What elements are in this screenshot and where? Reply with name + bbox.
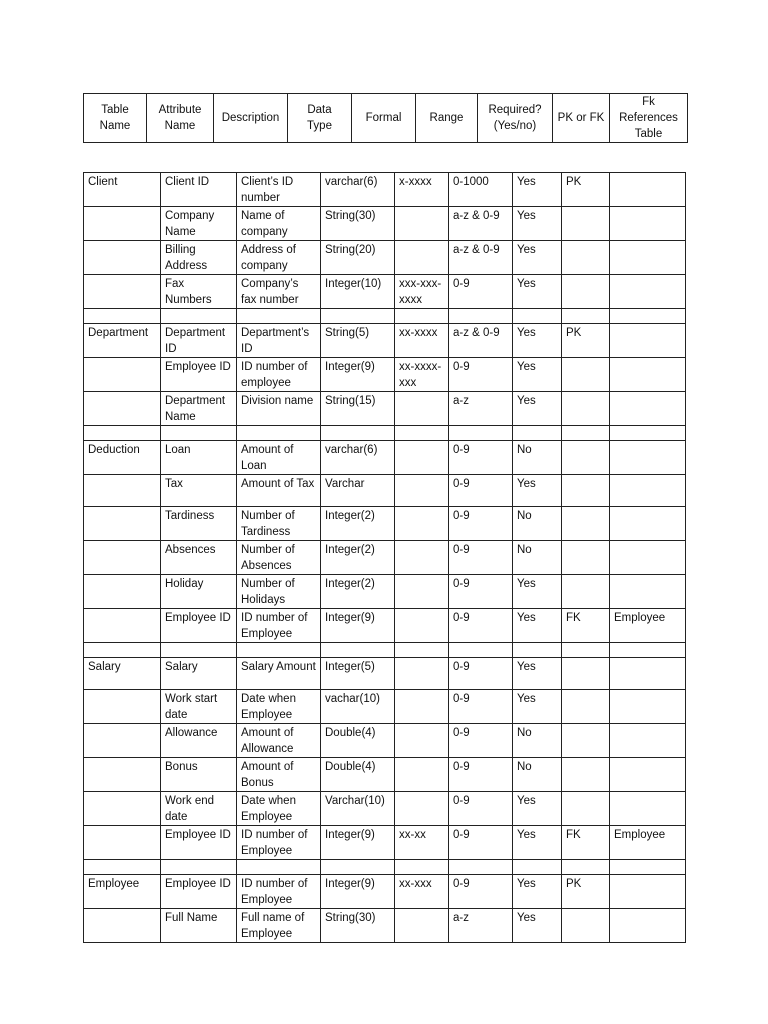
spacer-cell bbox=[610, 309, 686, 324]
attribute-cell: Company Name bbox=[161, 207, 237, 241]
range-cell: 0-9 bbox=[449, 541, 513, 575]
required-cell: No bbox=[513, 724, 562, 758]
range-cell: 0-9 bbox=[449, 826, 513, 860]
table-row bbox=[84, 875, 686, 909]
fk-ref-cell bbox=[610, 441, 686, 475]
pk-fk-cell: PK bbox=[562, 173, 610, 207]
table-name-cell bbox=[84, 275, 161, 309]
data-type-cell: Double(4) bbox=[321, 758, 395, 792]
description-cell: Division name bbox=[237, 392, 321, 426]
attribute-cell: Full Name bbox=[161, 909, 237, 943]
attribute-cell: Department Name bbox=[161, 392, 237, 426]
spacer-cell bbox=[562, 426, 610, 441]
pk-fk-cell: PK bbox=[562, 324, 610, 358]
table-row bbox=[84, 792, 686, 826]
range-cell: 0-9 bbox=[449, 507, 513, 541]
table-name-cell bbox=[84, 358, 161, 392]
table-name-cell bbox=[84, 575, 161, 609]
data-type-cell: Varchar bbox=[321, 475, 395, 507]
formal-cell bbox=[395, 609, 449, 643]
required-cell: Yes bbox=[513, 173, 562, 207]
pk-fk-cell bbox=[562, 758, 610, 792]
required-cell: Yes bbox=[513, 875, 562, 909]
fk-ref-cell: Employee bbox=[610, 609, 686, 643]
attribute-cell: Client ID bbox=[161, 173, 237, 207]
range-cell: 0-9 bbox=[449, 875, 513, 909]
spacer-row bbox=[84, 309, 686, 324]
table-name-cell bbox=[84, 758, 161, 792]
required-cell: Yes bbox=[513, 909, 562, 943]
fk-ref-cell bbox=[610, 658, 686, 690]
table-row bbox=[84, 758, 686, 792]
spacer-cell bbox=[610, 426, 686, 441]
fk-ref-cell bbox=[610, 875, 686, 909]
table-name-cell: Salary bbox=[84, 658, 161, 690]
required-cell: Yes bbox=[513, 207, 562, 241]
required-cell: No bbox=[513, 507, 562, 541]
spacer-cell bbox=[610, 643, 686, 658]
data-type-cell: Integer(9) bbox=[321, 609, 395, 643]
table-row bbox=[84, 207, 686, 241]
table-row bbox=[84, 541, 686, 575]
header-pk-or-fk: PK or FK bbox=[553, 94, 610, 143]
range-cell: 0-9 bbox=[449, 792, 513, 826]
table-row bbox=[84, 173, 686, 207]
fk-ref-cell bbox=[610, 358, 686, 392]
range-cell: 0-9 bbox=[449, 724, 513, 758]
pk-fk-cell bbox=[562, 358, 610, 392]
attribute-cell: Employee ID bbox=[161, 609, 237, 643]
formal-cell bbox=[395, 207, 449, 241]
fk-ref-cell bbox=[610, 392, 686, 426]
required-cell: No bbox=[513, 441, 562, 475]
spacer-cell bbox=[237, 309, 321, 324]
attribute-cell: Salary bbox=[161, 658, 237, 690]
spacer-cell bbox=[513, 426, 562, 441]
data-type-cell: Integer(9) bbox=[321, 826, 395, 860]
table-row bbox=[84, 826, 686, 860]
spacer-cell bbox=[84, 643, 161, 658]
required-cell: Yes bbox=[513, 392, 562, 426]
table-name-cell: Client bbox=[84, 173, 161, 207]
range-cell: 0-9 bbox=[449, 441, 513, 475]
attribute-cell: Tardiness bbox=[161, 507, 237, 541]
required-cell: Yes bbox=[513, 241, 562, 275]
fk-ref-cell bbox=[610, 207, 686, 241]
formal-cell bbox=[395, 392, 449, 426]
table-row bbox=[84, 358, 686, 392]
description-cell: Amount of Loan bbox=[237, 441, 321, 475]
description-cell: Amount of Tax bbox=[237, 475, 321, 507]
attribute-cell: Loan bbox=[161, 441, 237, 475]
spacer-cell bbox=[321, 643, 395, 658]
attribute-cell: Billing Address bbox=[161, 241, 237, 275]
fk-ref-cell: Employee bbox=[610, 826, 686, 860]
spacer-cell bbox=[513, 309, 562, 324]
spacer-cell bbox=[84, 309, 161, 324]
spacer-cell bbox=[84, 860, 161, 875]
data-type-cell: String(5) bbox=[321, 324, 395, 358]
range-cell: 0-9 bbox=[449, 690, 513, 724]
pk-fk-cell bbox=[562, 392, 610, 426]
pk-fk-cell bbox=[562, 507, 610, 541]
pk-fk-cell: FK bbox=[562, 826, 610, 860]
required-cell: No bbox=[513, 758, 562, 792]
pk-fk-cell bbox=[562, 275, 610, 309]
pk-fk-cell: FK bbox=[562, 609, 610, 643]
data-type-cell: String(30) bbox=[321, 207, 395, 241]
formal-cell bbox=[395, 575, 449, 609]
spacer-cell bbox=[449, 426, 513, 441]
spacer-cell bbox=[237, 643, 321, 658]
table-name-cell bbox=[84, 541, 161, 575]
table-row bbox=[84, 724, 686, 758]
table-name-cell bbox=[84, 241, 161, 275]
spacer-cell bbox=[449, 309, 513, 324]
formal-cell bbox=[395, 724, 449, 758]
pk-fk-cell bbox=[562, 475, 610, 507]
description-cell: ID number of employee bbox=[237, 358, 321, 392]
data-type-cell: Integer(2) bbox=[321, 541, 395, 575]
attribute-cell: Work end date bbox=[161, 792, 237, 826]
header-description: Description bbox=[214, 94, 288, 143]
spacer-cell bbox=[562, 643, 610, 658]
description-cell: Name of company bbox=[237, 207, 321, 241]
header-range: Range bbox=[416, 94, 478, 143]
table-row bbox=[84, 241, 686, 275]
table-name-cell bbox=[84, 690, 161, 724]
formal-cell bbox=[395, 792, 449, 826]
table-name-cell: Department bbox=[84, 324, 161, 358]
header-required: Required? (Yes/no) bbox=[478, 94, 553, 143]
range-cell: 0-9 bbox=[449, 658, 513, 690]
spacer-cell bbox=[513, 860, 562, 875]
required-cell: Yes bbox=[513, 658, 562, 690]
data-type-cell: vachar(10) bbox=[321, 690, 395, 724]
description-cell: Date when Employee bbox=[237, 792, 321, 826]
fk-ref-cell bbox=[610, 541, 686, 575]
description-cell: ID number of Employee bbox=[237, 826, 321, 860]
pk-fk-cell bbox=[562, 690, 610, 724]
range-cell: a-z bbox=[449, 909, 513, 943]
data-type-cell: Integer(5) bbox=[321, 658, 395, 690]
attribute-cell: Work start date bbox=[161, 690, 237, 724]
header-row bbox=[84, 94, 688, 143]
table-name-cell bbox=[84, 909, 161, 943]
spacer-row bbox=[84, 860, 686, 875]
description-cell: Company’s fax number bbox=[237, 275, 321, 309]
table-row bbox=[84, 575, 686, 609]
description-cell: Number of Absences bbox=[237, 541, 321, 575]
required-cell: Yes bbox=[513, 826, 562, 860]
spacer-row bbox=[84, 426, 686, 441]
spacer-cell bbox=[562, 860, 610, 875]
fk-ref-cell bbox=[610, 275, 686, 309]
formal-cell bbox=[395, 909, 449, 943]
pk-fk-cell bbox=[562, 441, 610, 475]
spacer-cell bbox=[237, 860, 321, 875]
data-type-cell: String(20) bbox=[321, 241, 395, 275]
range-cell: 0-9 bbox=[449, 358, 513, 392]
spacer-cell bbox=[395, 860, 449, 875]
spacer-cell bbox=[321, 426, 395, 441]
formal-cell bbox=[395, 241, 449, 275]
required-cell: Yes bbox=[513, 324, 562, 358]
required-cell: No bbox=[513, 541, 562, 575]
table-row bbox=[84, 609, 686, 643]
attribute-cell: Bonus bbox=[161, 758, 237, 792]
fk-ref-cell bbox=[610, 724, 686, 758]
fk-ref-cell bbox=[610, 507, 686, 541]
attribute-cell: Fax Numbers bbox=[161, 275, 237, 309]
data-type-cell: String(30) bbox=[321, 909, 395, 943]
spacer-cell bbox=[161, 860, 237, 875]
attribute-cell: Employee ID bbox=[161, 875, 237, 909]
range-cell: a-z & 0-9 bbox=[449, 207, 513, 241]
spacer-cell bbox=[161, 309, 237, 324]
description-cell: Full name of Employee bbox=[237, 909, 321, 943]
attribute-cell: Employee ID bbox=[161, 358, 237, 392]
pk-fk-cell bbox=[562, 575, 610, 609]
table-row bbox=[84, 909, 686, 943]
description-cell: Number of Holidays bbox=[237, 575, 321, 609]
formal-cell: xx-xxxx-xxx bbox=[395, 358, 449, 392]
table-row bbox=[84, 324, 686, 358]
table-row bbox=[84, 658, 686, 690]
formal-cell bbox=[395, 441, 449, 475]
formal-cell bbox=[395, 758, 449, 792]
formal-cell: xx-xx bbox=[395, 826, 449, 860]
table-name-cell bbox=[84, 475, 161, 507]
formal-cell bbox=[395, 507, 449, 541]
table-name-cell bbox=[84, 724, 161, 758]
spacer-cell bbox=[513, 643, 562, 658]
description-cell: Number of Tardiness bbox=[237, 507, 321, 541]
data-type-cell: Integer(2) bbox=[321, 507, 395, 541]
fk-ref-cell bbox=[610, 792, 686, 826]
fk-ref-cell bbox=[610, 909, 686, 943]
range-cell: 0-9 bbox=[449, 758, 513, 792]
attribute-cell: Allowance bbox=[161, 724, 237, 758]
table-name-cell bbox=[84, 792, 161, 826]
table-row bbox=[84, 441, 686, 475]
data-type-cell: Integer(9) bbox=[321, 358, 395, 392]
header-attribute-name: Attribute Name bbox=[147, 94, 214, 143]
spacer-cell bbox=[161, 426, 237, 441]
formal-cell: x-xxxx bbox=[395, 173, 449, 207]
fk-ref-cell bbox=[610, 241, 686, 275]
formal-cell bbox=[395, 658, 449, 690]
pk-fk-cell bbox=[562, 909, 610, 943]
table-name-cell bbox=[84, 609, 161, 643]
range-cell: 0-9 bbox=[449, 609, 513, 643]
data-type-cell: Integer(10) bbox=[321, 275, 395, 309]
header-formal: Formal bbox=[352, 94, 416, 143]
pk-fk-cell: PK bbox=[562, 875, 610, 909]
description-cell: Department’s ID bbox=[237, 324, 321, 358]
required-cell: Yes bbox=[513, 275, 562, 309]
table-name-cell bbox=[84, 207, 161, 241]
spacer-row bbox=[84, 643, 686, 658]
fk-ref-cell bbox=[610, 690, 686, 724]
description-cell: Date when Employee bbox=[237, 690, 321, 724]
required-cell: Yes bbox=[513, 792, 562, 826]
data-type-cell: Double(4) bbox=[321, 724, 395, 758]
table-row bbox=[84, 690, 686, 724]
spacer-cell bbox=[449, 643, 513, 658]
header-table bbox=[83, 93, 688, 143]
data-type-cell: Integer(9) bbox=[321, 875, 395, 909]
spacer-cell bbox=[395, 643, 449, 658]
pk-fk-cell bbox=[562, 541, 610, 575]
pk-fk-cell bbox=[562, 792, 610, 826]
header-data-type: Data Type bbox=[288, 94, 352, 143]
table-row bbox=[84, 507, 686, 541]
range-cell: a-z & 0-9 bbox=[449, 241, 513, 275]
data-dictionary-table bbox=[83, 172, 686, 943]
fk-ref-cell bbox=[610, 173, 686, 207]
data-type-cell: String(15) bbox=[321, 392, 395, 426]
formal-cell: xx-xxxx bbox=[395, 324, 449, 358]
pk-fk-cell bbox=[562, 658, 610, 690]
spacer-cell bbox=[161, 643, 237, 658]
spacer-cell bbox=[449, 860, 513, 875]
header-fk-references-table: Fk References Table bbox=[610, 94, 688, 143]
pk-fk-cell bbox=[562, 241, 610, 275]
range-cell: 0-9 bbox=[449, 275, 513, 309]
table-row bbox=[84, 275, 686, 309]
spacer-cell bbox=[84, 426, 161, 441]
table-row bbox=[84, 392, 686, 426]
range-cell: 0-9 bbox=[449, 575, 513, 609]
required-cell: Yes bbox=[513, 609, 562, 643]
range-cell: a-z bbox=[449, 392, 513, 426]
table-name-cell: Deduction bbox=[84, 441, 161, 475]
attribute-cell: Department ID bbox=[161, 324, 237, 358]
description-cell: Address of company bbox=[237, 241, 321, 275]
formal-cell bbox=[395, 475, 449, 507]
attribute-cell: Absences bbox=[161, 541, 237, 575]
fk-ref-cell bbox=[610, 575, 686, 609]
range-cell: a-z & 0-9 bbox=[449, 324, 513, 358]
table-name-cell bbox=[84, 392, 161, 426]
pk-fk-cell bbox=[562, 724, 610, 758]
attribute-cell: Holiday bbox=[161, 575, 237, 609]
description-cell: Amount of Bonus bbox=[237, 758, 321, 792]
formal-cell bbox=[395, 541, 449, 575]
formal-cell: xxx-xxx-xxxx bbox=[395, 275, 449, 309]
spacer-cell bbox=[321, 309, 395, 324]
description-cell: Amount of Allowance bbox=[237, 724, 321, 758]
table-row bbox=[84, 475, 686, 507]
required-cell: Yes bbox=[513, 475, 562, 507]
spacer-cell bbox=[395, 309, 449, 324]
fk-ref-cell bbox=[610, 324, 686, 358]
header-table-name: Table Name bbox=[84, 94, 147, 143]
required-cell: Yes bbox=[513, 575, 562, 609]
range-cell: 0-1000 bbox=[449, 173, 513, 207]
data-type-cell: varchar(6) bbox=[321, 441, 395, 475]
fk-ref-cell bbox=[610, 475, 686, 507]
table-name-cell bbox=[84, 507, 161, 541]
spacer-cell bbox=[395, 426, 449, 441]
pk-fk-cell bbox=[562, 207, 610, 241]
spacer-cell bbox=[321, 860, 395, 875]
range-cell: 0-9 bbox=[449, 475, 513, 507]
fk-ref-cell bbox=[610, 758, 686, 792]
attribute-cell: Tax bbox=[161, 475, 237, 507]
data-type-cell: Integer(2) bbox=[321, 575, 395, 609]
description-cell: Client’s ID number bbox=[237, 173, 321, 207]
description-cell: ID number of Employee bbox=[237, 875, 321, 909]
spacer-cell bbox=[562, 309, 610, 324]
data-type-cell: varchar(6) bbox=[321, 173, 395, 207]
formal-cell bbox=[395, 690, 449, 724]
description-cell: Salary Amount bbox=[237, 658, 321, 690]
formal-cell: xx-xxx bbox=[395, 875, 449, 909]
required-cell: Yes bbox=[513, 358, 562, 392]
attribute-cell: Employee ID bbox=[161, 826, 237, 860]
table-name-cell: Employee bbox=[84, 875, 161, 909]
table-name-cell bbox=[84, 826, 161, 860]
required-cell: Yes bbox=[513, 690, 562, 724]
spacer-cell bbox=[237, 426, 321, 441]
spacer-cell bbox=[610, 860, 686, 875]
description-cell: ID number of Employee bbox=[237, 609, 321, 643]
data-type-cell: Varchar(10) bbox=[321, 792, 395, 826]
